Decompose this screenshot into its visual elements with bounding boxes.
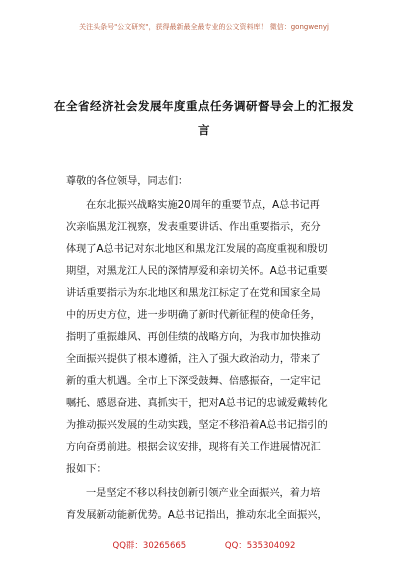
document-title-line-2: 言 <box>198 123 210 137</box>
body-line: 育发展新动能新优势。A总书记指出，推动东北全面振兴， <box>66 510 328 521</box>
body-line: 报如下： <box>66 464 107 475</box>
body-line: 为推动振兴发展的生动实践，坚定不移沿着A总书记指引的 <box>66 420 328 431</box>
body-line: 嘱托、感恩奋进、真抓实干，把对A总书记的忠诚爱戴转化 <box>66 398 328 409</box>
salutation: 尊敬的各位领导，同志们： <box>66 176 189 187</box>
contact-footer <box>0 539 408 551</box>
body-line: 方向奋勇前进。根据会议安排，现将有关工作进展情况汇 <box>66 442 321 453</box>
body-line: 次亲临黑龙江视察，发表重要讲话、作出重要指示，充分 <box>66 222 321 233</box>
qq-group-number: QQ群：30265665 <box>112 541 187 551</box>
document-title-line-1: 在全省经济社会发展年度重点任务调研督导会上的汇报发 <box>54 99 354 113</box>
body-line: 期望，对黑龙江人民的深情厚爱和亲切关怀。A总书记重要 <box>66 266 328 277</box>
body-line: 指明了重振雄风、再创佳绩的战略方向，为我市加快推动 <box>66 332 321 343</box>
body-line: 中的历史方位，进一步明确了新时代新征程的使命任务， <box>66 310 321 321</box>
qq-number: QQ：535304092 <box>224 541 296 551</box>
body-line: 全面振兴提供了根本遵循，注入了强大政治动力，带来了 <box>66 354 321 365</box>
promo-header: 关注头条号"公文研究"，获得最新最全最专业的公文资料库！ 微信：gongwenyj <box>79 23 329 31</box>
body-line: 体现了A总书记对东北地区和黑龙江发展的高度重视和殷切 <box>66 244 328 255</box>
body-line: 新的重大机遇。全市上下深受鼓舞、倍感振奋，一定牢记 <box>66 376 321 387</box>
body-line: 一是坚定不移以科技创新引领产业全面振兴，着力培 <box>86 488 321 499</box>
body-line: 讲话重要指示为东北地区和黑龙江标定了在党和国家全局 <box>66 288 321 299</box>
body-line: 在东北振兴战略实施20周年的重要节点，A总书记再 <box>86 200 320 211</box>
